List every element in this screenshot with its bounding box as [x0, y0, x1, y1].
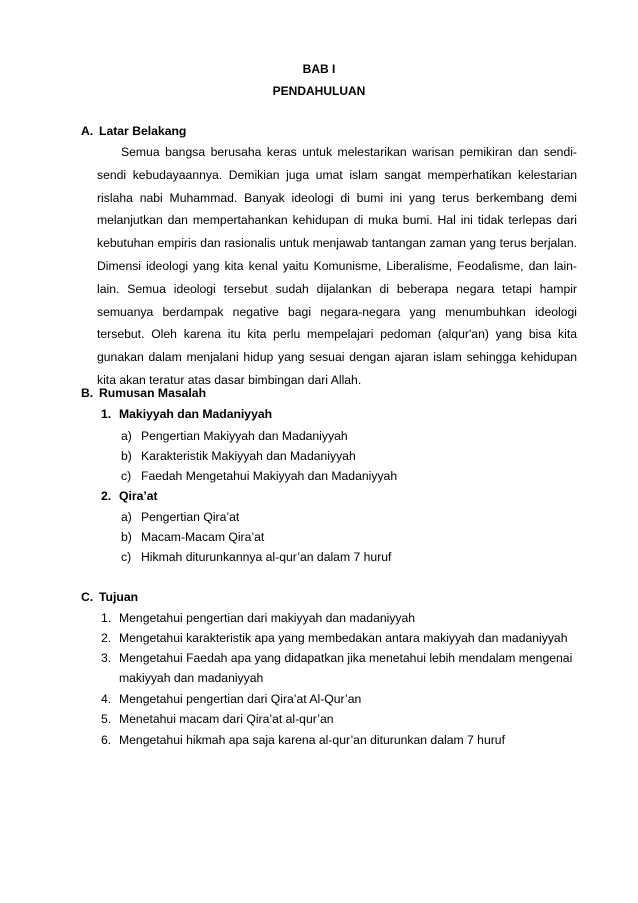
chapter-label: BAB I: [302, 62, 336, 76]
chapter-heading: PENDAHULUAN: [272, 84, 366, 98]
section-a-heading: [81, 124, 186, 138]
goal-item: [101, 733, 505, 747]
section-b-heading: [81, 386, 206, 400]
group-1-number: 1.: [101, 407, 112, 421]
goal-text: Menetahui macam dari Qira’at al-qur’an: [119, 712, 334, 726]
item-text: Faedah Mengetahui Makiyyah dan Madaniyyah: [141, 469, 398, 483]
background-paragraph: [97, 141, 577, 392]
section-b-letter: B.: [81, 386, 94, 400]
goal-number: 6.: [101, 733, 112, 747]
item-marker: c): [121, 550, 132, 564]
item-marker: a): [121, 429, 132, 443]
goal-number: 2.: [101, 631, 112, 645]
group-1-title: Makiyyah dan Madaniyyah: [119, 407, 273, 421]
goal-text: Mengetahui pengertian dari makiyyah dan madaniyyah: [119, 611, 416, 625]
list-item: [121, 530, 264, 544]
item-marker: c): [121, 469, 132, 483]
list-item: [121, 550, 391, 564]
problem-group-2: [101, 489, 158, 503]
goal-item: [101, 611, 415, 625]
list-item: [121, 429, 348, 443]
list-item: [121, 449, 356, 463]
section-c-letter: C.: [81, 590, 94, 604]
group-2-number: 2.: [101, 489, 112, 503]
item-text: Karakteristik Makiyyah dan Madaniyyah: [141, 449, 356, 463]
goal-text: Mengetahui pengertian dari Qira’at Al-Qur’an: [119, 692, 362, 706]
goal-text: Mengetahui Faedah apa yang didapatkan jika menetahui lebih mendalam mengenai: [119, 651, 573, 665]
item-text: Macam-Macam Qira’at: [141, 530, 265, 544]
goal-item: [101, 712, 334, 726]
goal-number: 5.: [101, 712, 112, 726]
item-marker: b): [121, 530, 132, 544]
section-b-title: Rumusan Masalah: [99, 386, 207, 400]
list-item: [121, 510, 239, 524]
item-text: Hikmah diturunkannya al-qur’an dalam 7 huruf: [141, 550, 392, 564]
goal-text: Mengetahui karakteristik apa yang membedakan antara makiyyah dan madaniyyah: [119, 631, 568, 645]
goal-number: 1.: [101, 611, 112, 625]
goal-number: 4.: [101, 692, 112, 706]
item-text: Pengertian Qira’at: [141, 510, 240, 524]
problem-group-1: [101, 407, 272, 421]
section-c-title: Tujuan: [99, 590, 139, 604]
list-item: [121, 469, 397, 483]
background-text: Semua bangsa berusaha keras untuk melestarikan warisan pemikiran dan sendi-sendi kebudayaannya. Demikian juga umat islam sangat memperhatikan kelestarian rislaha nabi Muhammad. Banyak ideologi di bumi ini yang terus berkembang demi melanjutkan dan mempertahankan kehidupan di muka bumi. Hal ini tidak terlepas dari kebutuhan empiris dan rasionalis untuk menjawab tantangan zaman yang terus berjalan. Dimensi ideologi yang kita kenal yaitu Komunisme, Liberalisme, Feodalisme, dan lain-lain. Semua ideologi tersebut sudah dijalankan di beberapa negara tetapi hampir semuanya berdampak negative bagi negara-negara yang menumbuhkan ideologi tersebut. Oleh karena itu kita perlu mempelajari pedoman (alqur'an) yang bisa kita gunakan dalam menjalani hidup yang sesuai dengan ajaran islam sehingga kehidupan kita akan teratur atas dasar bimbingan dari Allah.: [97, 145, 577, 387]
section-a-title: Latar Belakang: [99, 124, 187, 138]
item-marker: a): [121, 510, 132, 524]
item-text: Pengertian Makiyyah dan Madaniyyah: [141, 429, 348, 443]
goal-item: [101, 631, 568, 645]
goal-text-continuation: makiyyah dan madaniyyah: [119, 671, 264, 685]
goal-text: Mengetahui hikmah apa saja karena al-qur’an diturunkan dalam 7 huruf: [119, 733, 505, 747]
section-c-heading: [81, 590, 138, 604]
goal-number: 3.: [101, 651, 112, 665]
group-2-title: Qira’at: [119, 489, 158, 503]
goal-item: [101, 651, 572, 665]
goal-item: [101, 692, 361, 706]
item-marker: b): [121, 449, 132, 463]
section-a-letter: A.: [81, 124, 94, 138]
